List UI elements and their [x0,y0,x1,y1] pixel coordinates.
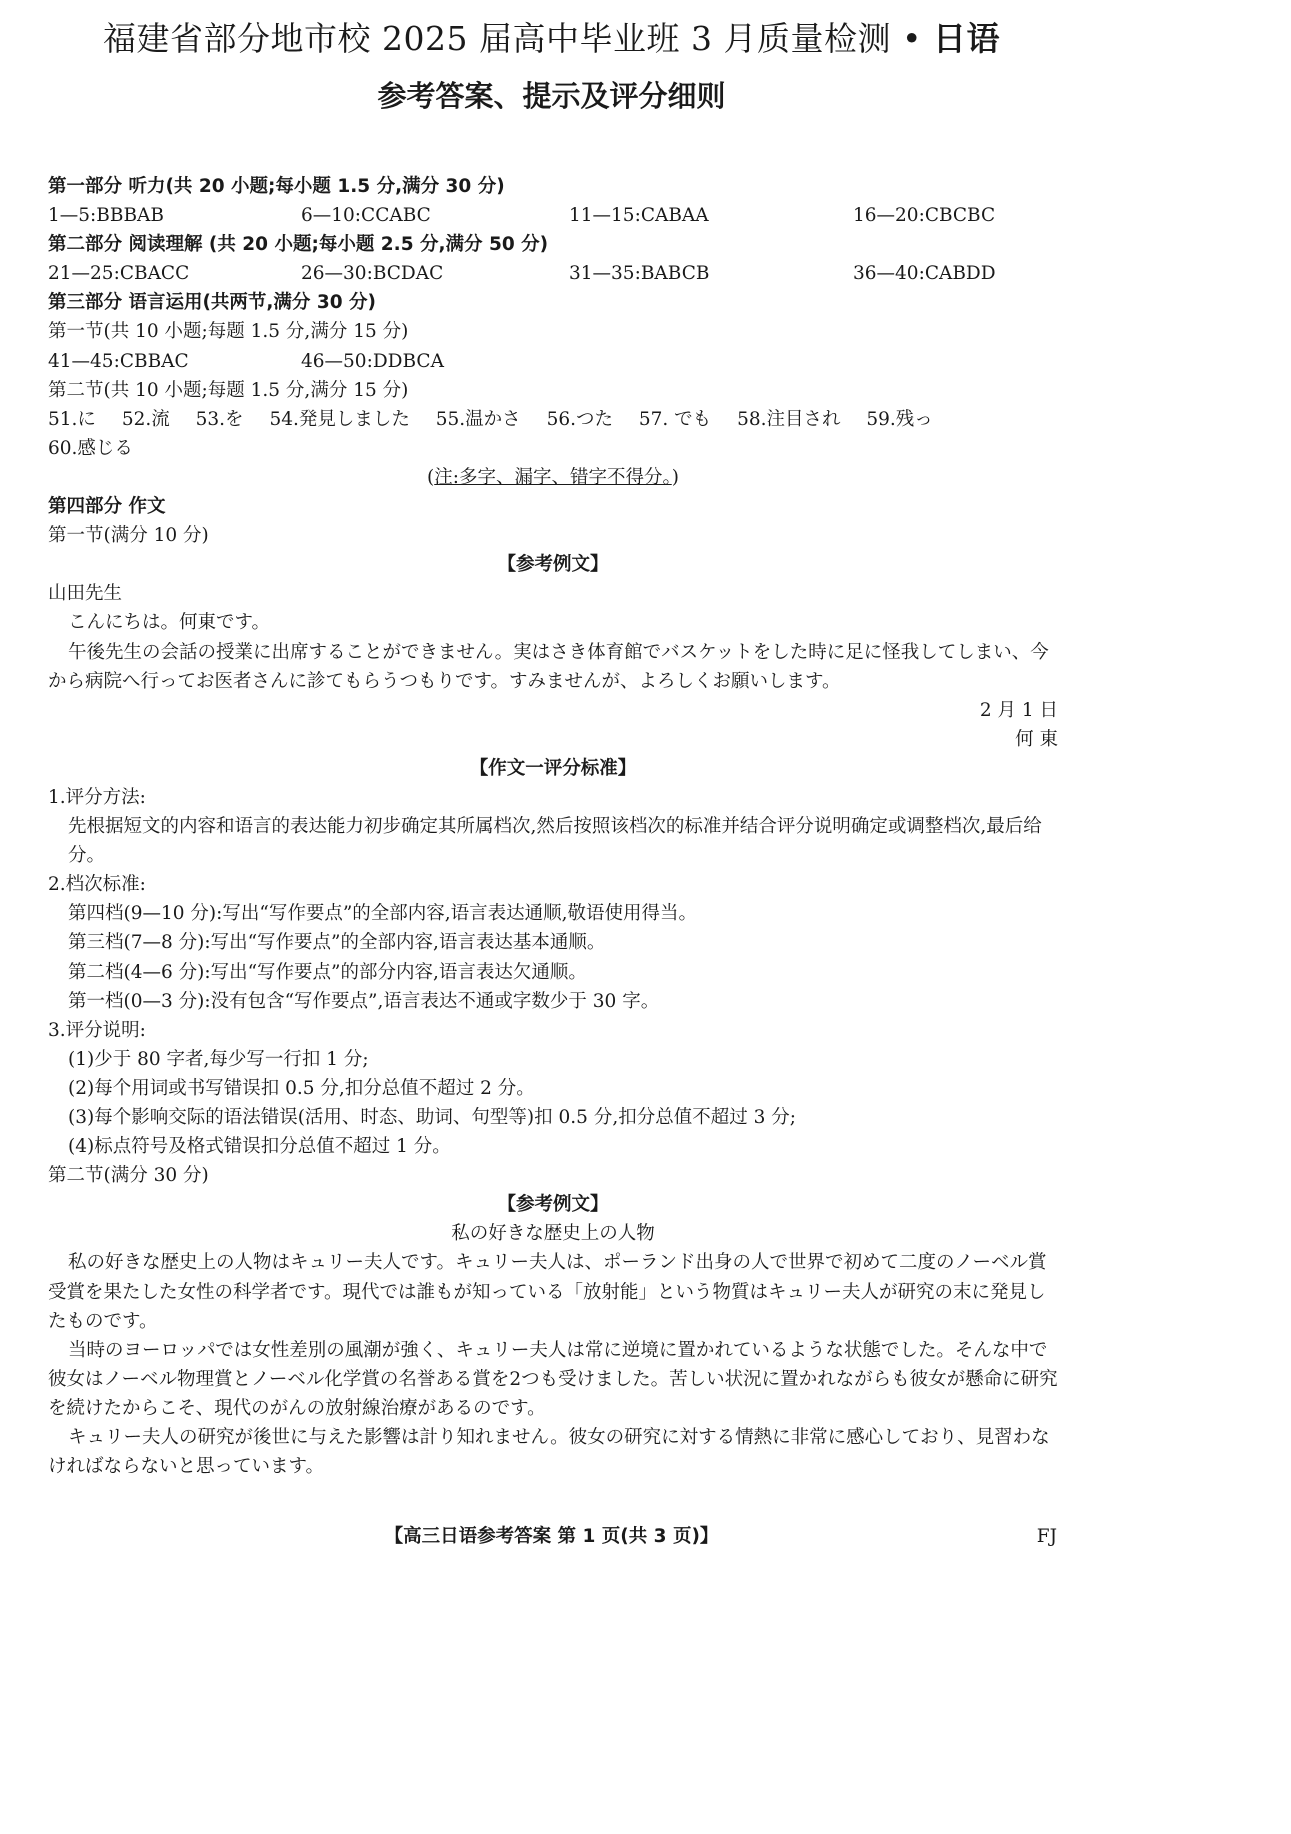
part1-answers [48,201,1058,230]
essay-paragraph: 私の好きな歴史上の人物はキュリー夫人です。キュリー夫人は、ポーランド出身の人で世界で初めて二度のノーベル賞受賞を果たした女性の科学者です。現代では誰もが知っている「放射能」という物質はキュリー夫人が研究の末に発見したものです。 [48,1252,1047,1332]
blank-answer: 51.に [48,408,96,430]
answer-group: 1—5:BBBAB [48,205,165,227]
level-item: 第一档(0—3 分):没有包含“写作要点”,语言表达不通或字数少于 30 字。 [68,990,660,1012]
note-text: 注:多字、漏字、错字不得分。 [434,466,672,488]
method-heading: 1.评分方法: [48,786,146,808]
note-item: (1)少于 80 字者,每少写一行扣 1 分; [68,1048,369,1070]
blank-answer: 57. でも [638,408,712,430]
document-title-main: 福建省部分地市校 2025 届高中毕业班 3 月质量检测 • [103,19,922,58]
level-item: 第三档(7—8 分):写出“写作要点”的全部内容,语言表达基本通顺。 [68,932,606,954]
blank-answer: 55.温かさ [435,408,521,430]
essay-paragraph: キュリー夫人の研究が後世に与えた影響は計り知れません。彼女の研究に対する情熱に非常に感心しており、見習わなければならないと思っています。 [48,1427,1050,1478]
region-code: FJ [1036,1526,1057,1547]
answer-group: 11—15:CABAA [569,205,709,227]
essay-paragraph: 当時のヨーロッパでは女性差別の風潮が強く、キュリー夫人は常に逆境に置かれているような状態でした。そんな中で彼女はノーベル物理賞とノーベル化学賞の名誉ある賞を2つも受けました。苦しい状況に置かれながらも彼女が懸命に研究を続けたからこそ、現代のがんの放射線治療があるのです。 [48,1339,1058,1419]
part4-heading: 第四部分 作文 [48,496,166,518]
part3-section2-heading: 第二节(共 10 小题;每题 1.5 分,满分 15 分) [48,379,409,401]
levels-heading: 2.档次标准: [48,874,146,896]
blank-answer: 53.を [195,408,244,430]
note-paren-open: ( [427,466,435,488]
blank-answer: 58.注目され [737,408,841,430]
letter-date: 2 月 1 日 [979,699,1058,721]
blank-answer: 59.残っ [866,408,933,430]
blank-answer: 56.つた [546,408,613,430]
answer-group: 46—50:DDBCA [301,350,444,372]
blank-answer: 54.発見しました [269,408,410,430]
part3-section1-heading: 第一节(共 10 小题;每题 1.5 分,满分 15 分) [48,321,409,343]
page-footer [0,1522,1103,1552]
blank-answer: 52.流 [121,408,170,430]
document-subtitle: 参考答案、提示及评分细则 [377,79,726,113]
document-title-subject: 日语 [932,19,1000,58]
part3-section2-answers [48,405,1058,434]
page-number-label: 【高三日语参考答案 第 1 页(共 3 页)】 [384,1526,719,1547]
level-item: 第二档(4—6 分):写出“写作要点”的部分内容,语言表达欠通顺。 [68,961,587,983]
sample-essay-label: 【参考例文】 [497,554,609,576]
part3-section1-answers [48,347,1058,376]
answer-group: 41—45:CBBAC [48,350,189,372]
answer-group: 6—10:CCABC [301,205,431,227]
letter-paragraph: 午後先生の会話の授業に出席することができません。実はさき体育館でバスケットをした時に足に怪我してしまい、今から病院へ行ってお医者さんに診てもらうつもりです。すみませんが、よろしくお願いします。 [48,641,1049,692]
letter-signature: 何 東 [1015,728,1058,750]
notes-heading: 3.评分说明: [48,1019,146,1041]
letter-salutation: 山田先生 [48,583,123,605]
scoring-note [48,463,1058,492]
answer-group: 16—20:CBCBC [853,205,996,227]
letter-paragraph: こんにちは。何東です。 [68,612,271,634]
essay-title: 私の好きな歴史上の人物 [451,1223,655,1245]
note-item: (2)每个用词或书写错误扣 0.5 分,扣分总值不超过 2 分。 [68,1077,535,1099]
part4-section1-heading: 第一节(满分 10 分) [48,525,209,547]
answer-group: 26—30:BCDAC [301,263,444,285]
answer-group: 31—35:BABCB [569,263,710,285]
answer-group: 36—40:CABDD [853,263,996,285]
answer-group: 21—25:CBACC [48,263,190,285]
note-item: (3)每个影响交际的语法错误(活用、时态、助词、句型等)扣 0.5 分,扣分总值不超过 3 分; [68,1107,796,1128]
part3-heading: 第三部分 语言运用(共两节,满分 30 分) [48,292,377,314]
note-paren-close: ) [671,466,679,488]
sample-essay-label: 【参考例文】 [497,1194,609,1216]
note-item: (4)标点符号及格式错误扣分总值不超过 1 分。 [68,1136,451,1158]
level-item: 第四档(9—10 分):写出“写作要点”的全部内容,语言表达通顺,敬语使用得当。 [68,903,698,925]
part2-answers [48,259,1058,288]
answer-content [48,172,1058,1481]
document-title [0,18,1103,60]
part2-heading: 第二部分 阅读理解 (共 20 小题;每小题 2.5 分,满分 50 分) [48,234,549,256]
part4-section2-heading: 第二节(满分 30 分) [48,1165,209,1187]
part1-heading: 第一部分 听力(共 20 小题;每小题 1.5 分,满分 30 分) [48,176,505,197]
part3-section2-answers-line2: 60.感じる [48,437,133,459]
method-text: 先根据短文的内容和语言的表达能力初步确定其所属档次,然后按照该档次的标准并结合评分说明确定或调整档次,最后给分。 [68,816,1042,867]
criteria-title: 【作文一评分标准】 [469,757,637,779]
